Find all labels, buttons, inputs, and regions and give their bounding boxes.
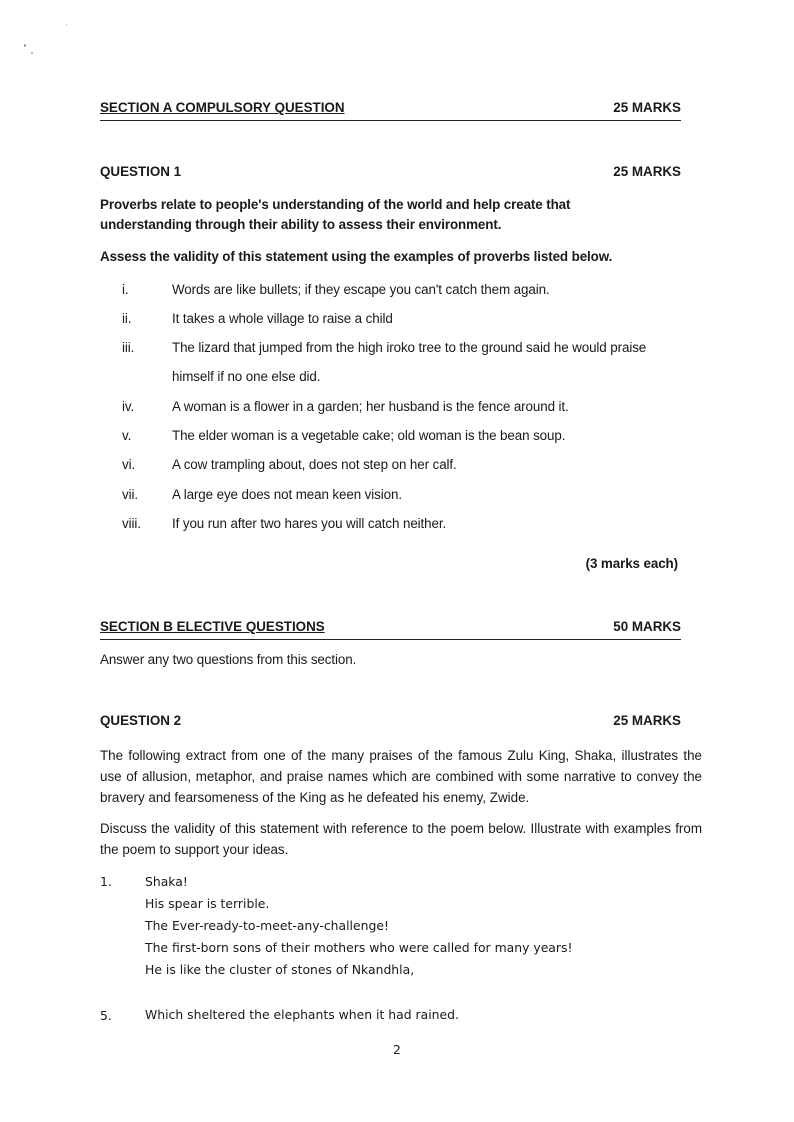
- question-1-marks: 25 MARKS: [613, 164, 681, 179]
- poem-line: The first-born sons of their mothers who were called for many years!: [145, 940, 573, 955]
- poem-line-number: 5.: [100, 1008, 112, 1023]
- proverb-number: iv.: [122, 399, 135, 414]
- poem-line: His spear is terrible.: [145, 896, 270, 911]
- proverb-text: A cow trampling about, does not step on her calf.: [172, 457, 457, 472]
- scan-speck: [31, 52, 33, 54]
- question-1-label: QUESTION 1: [100, 164, 182, 179]
- poem-line: The Ever-ready-to-meet-any-challenge!: [145, 918, 389, 933]
- scan-speck: [24, 44, 26, 47]
- proverb-text: A large eye does not mean keen vision.: [172, 487, 402, 502]
- section-b-marks: 50 MARKS: [613, 619, 681, 634]
- proverb-number: vi.: [122, 457, 136, 472]
- proverb-number: v.: [122, 428, 132, 443]
- proverb-number: ii.: [122, 311, 132, 326]
- section-b-instruction: Answer any two questions from this section.: [100, 652, 357, 667]
- proverb-text: It takes a whole village to raise a child: [172, 311, 393, 326]
- section-a-title: SECTION A COMPULSORY QUESTION: [100, 100, 345, 115]
- proverb-number: vii.: [122, 487, 138, 502]
- question-1-statement-line2: understanding through their ability to assess their environment.: [100, 217, 502, 232]
- proverb-number: iii.: [122, 340, 135, 355]
- proverb-text: Words are like bullets; if they escape you can't catch them again.: [172, 282, 550, 297]
- proverb-text-continued: himself if no one else did.: [172, 369, 321, 384]
- proverb-text: The elder woman is a vegetable cake; old woman is the bean soup.: [172, 428, 566, 443]
- proverb-text: A woman is a flower in a garden; her husband is the fence around it.: [172, 399, 569, 414]
- question-2-marks: 25 MARKS: [613, 713, 681, 728]
- question-1-instruction: Assess the validity of this statement using the examples of proverbs listed below.: [100, 249, 613, 264]
- poem-line-number: 1.: [100, 874, 112, 889]
- section-a-header: [100, 100, 681, 121]
- poem-line: Shaka!: [145, 874, 188, 889]
- poem-line: He is like the cluster of stones of Nkandhla,: [145, 962, 415, 977]
- proverb-text: The lizard that jumped from the high iroko tree to the ground said he would praise: [172, 340, 647, 355]
- proverb-number: i.: [122, 282, 129, 297]
- question-2-label: QUESTION 2: [100, 713, 182, 728]
- section-b-title: SECTION B ELECTIVE QUESTIONS: [100, 619, 325, 634]
- question-2-paragraph-1: The following extract from one of the many praises of the famous Zulu King, Shaka, illustrates the use of allusion, metaphor, and praise names which are combined with some narrative to convey the bravery and fearsomeness of the King as he defeated his enemy, Zwide.: [100, 748, 702, 805]
- section-a-marks: 25 MARKS: [613, 100, 681, 115]
- poem-line: Which sheltered the elephants when it had rained.: [145, 1007, 459, 1022]
- marks-each-note: (3 marks each): [585, 556, 678, 571]
- scan-speck: [66, 24, 67, 26]
- question-2-header: [100, 713, 681, 733]
- section-b-header: [100, 619, 681, 640]
- page-number: 2: [393, 1042, 401, 1057]
- proverb-text: If you run after two hares you will catch neither.: [172, 516, 447, 531]
- question-1-statement-line1: Proverbs relate to people's understanding of the world and help create that: [100, 197, 571, 212]
- proverb-number: viii.: [122, 516, 141, 531]
- question-1-header: [100, 164, 681, 184]
- question-2-paragraph-2: Discuss the validity of this statement with reference to the poem below. Illustrate with examples from the poem to support your ideas.: [100, 821, 702, 857]
